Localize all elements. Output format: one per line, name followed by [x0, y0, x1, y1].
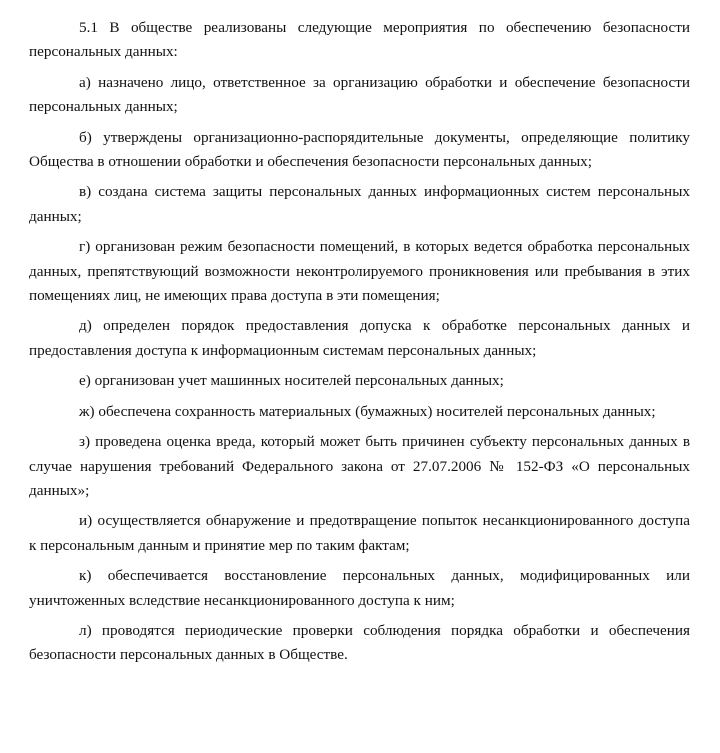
list-item-z: з) проведена оценка вреда, который может быть причинен субъекту персональных данных в случае нарушения требований Федерального закона от 27.07.2006 № 152-ФЗ «О персональных данных»;: [29, 433, 690, 499]
list-item-d: д) определен порядок предоставления допуска к обработке персональных данных и предоставления доступа к информационным системам персональных данных;: [29, 317, 690, 359]
list-item-v: в) создана система защиты персональных данных информационных систем персональных данных;: [29, 183, 690, 225]
list-item-i: и) осуществляется обнаружение и предотвращение попыток несанкционированного доступа к персональным данным и принятие мер по таким фактам;: [29, 512, 690, 554]
list-item-g: г) организован режим безопасности помещений, в которых ведется обработка персональных данных, препятствующий возможности неконтролируемого проникновения или пребывания в этих помещениях лиц, не имеющих права доступа в эти помещения;: [29, 238, 690, 305]
list-item-zh: ж) обеспечена сохранность материальных (бумажных) носителей персональных данных;: [79, 402, 656, 420]
section-intro-paragraph: 5.1 В обществе реализованы следующие мероприятия по обеспечению безопасности персональных данных:: [29, 19, 690, 61]
list-item-a: а) назначено лицо, ответственное за организацию обработки и обеспечение безопасности персональных данных;: [29, 73, 690, 116]
list-item-l: л) проводятся периодические проверки соблюдения порядка обработки и обеспечения безопасности персональных данных в Обществе.: [29, 621, 690, 664]
list-item-e: е) организован учет машинных носителей персональных данных;: [79, 372, 504, 390]
list-item-b: б) утверждены организационно-распорядительные документы, определяющие политику Общества в отношении обработки и обеспечения безопасности персональных данных;: [29, 128, 690, 171]
list-item-k: к) обеспечивается восстановление персональных данных, модифицированных или уничтоженных вследствие несанкционированного доступа к ним;: [29, 567, 690, 609]
